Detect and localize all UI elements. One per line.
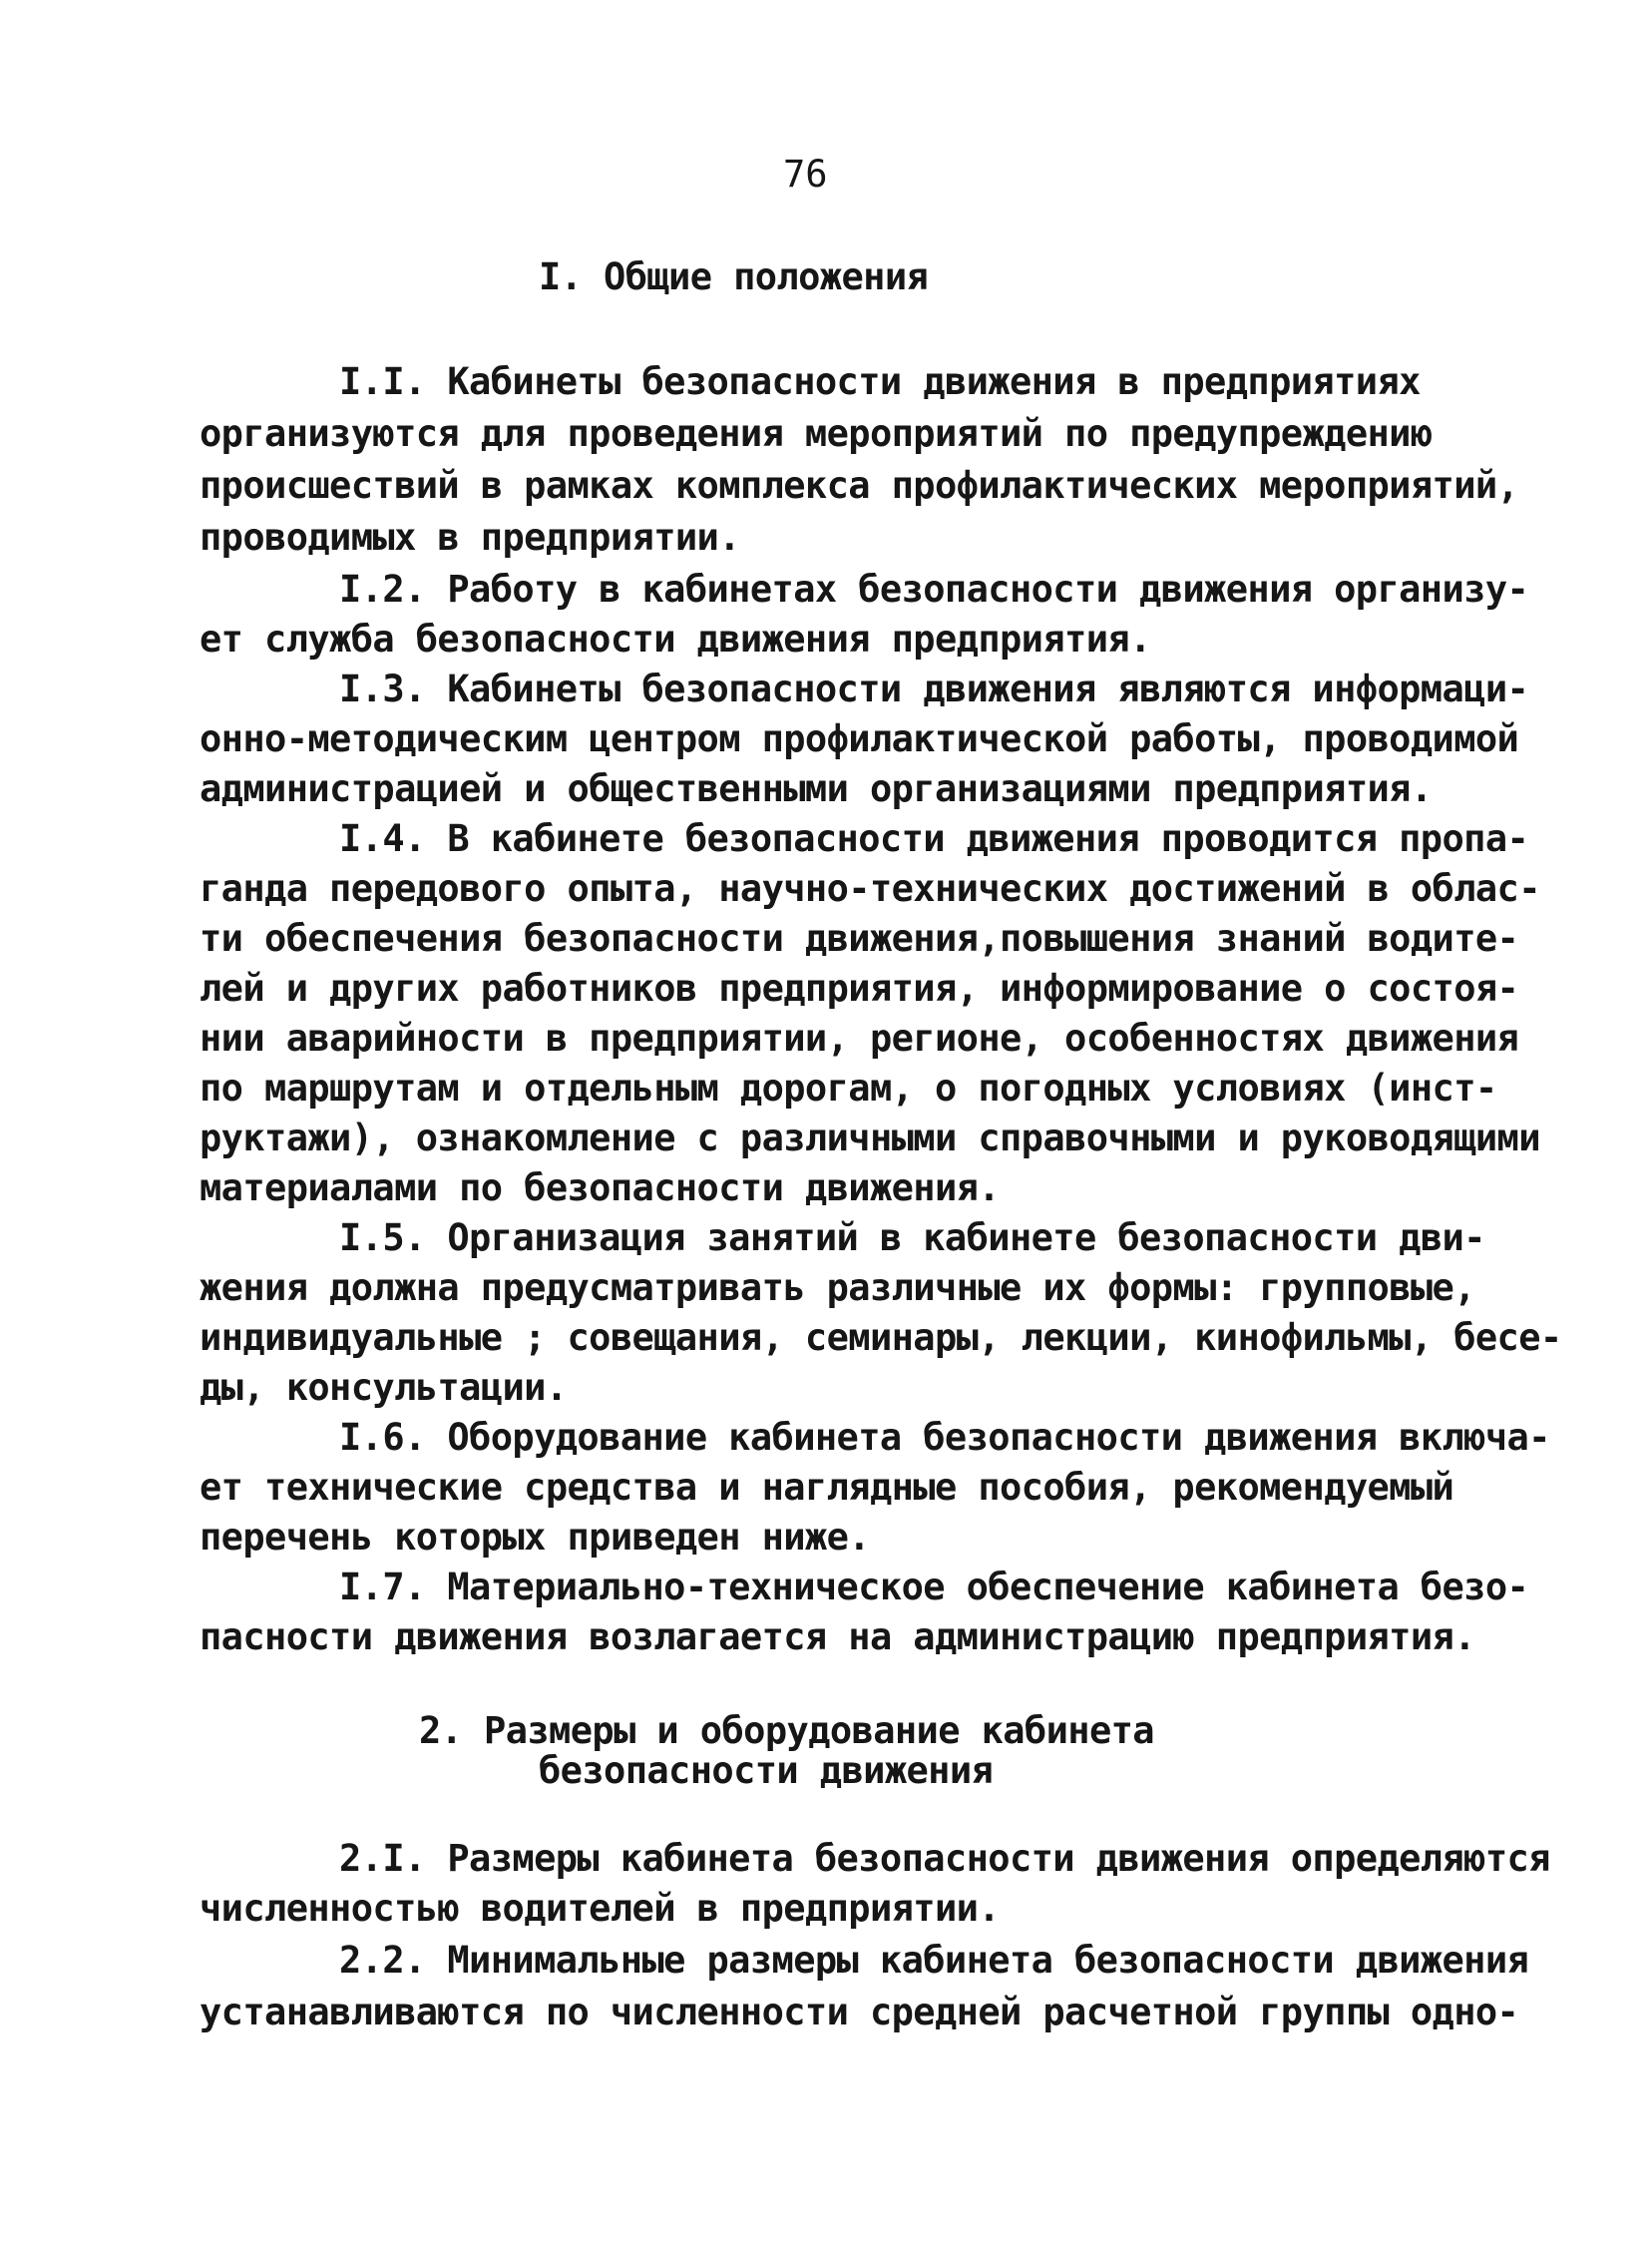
paragraph-line: I.2. Работу в кабинетах безопасности движения организу- xyxy=(339,568,1529,611)
paragraph-line: ды, консультации. xyxy=(200,1366,568,1409)
paragraph-line: материалами по безопасности движения. xyxy=(200,1166,1001,1209)
paragraph-line: перечень которых приведен ниже. xyxy=(200,1516,870,1559)
paragraph-line: ганда передового опыта, научно-технических достижений в облас- xyxy=(200,867,1540,910)
paragraph-line: лей и других работников предприятия, информирование о состоя- xyxy=(200,967,1519,1010)
paragraph-line: численностью водителей в предприятии. xyxy=(200,1887,1001,1930)
section-2-heading: 2. Размеры и оборудование кабинета xyxy=(419,1709,1154,1752)
paragraph-line: онно-методическим центром профилактической работы, проводимой xyxy=(200,717,1519,760)
paragraph-line: I.6. Оборудование кабинета безопасности движения включа- xyxy=(339,1416,1550,1459)
paragraph-line: пасности движения возлагается на администрацию предприятия. xyxy=(200,1615,1475,1658)
paragraph-line: индивидуальные ; совещания, семинары, лекции, кинофильмы, бесе- xyxy=(200,1316,1562,1359)
paragraph-line: руктажи), ознакомление с различными справочными и руководящими xyxy=(200,1117,1540,1159)
paragraph-line: устанавливаются по численности средней расчетной группы одно- xyxy=(200,1991,1519,2033)
paragraph-line: проводимых в предприятии. xyxy=(200,516,740,559)
paragraph-line: ет технические средства и наглядные пособия, рекомендуемый xyxy=(200,1466,1454,1509)
paragraph-line: жения должна предусматривать различные их формы: групповые, xyxy=(200,1266,1475,1309)
paragraph-line: I.5. Организация занятий в кабинете безопасности дви- xyxy=(339,1216,1485,1259)
paragraph-line: по маршрутам и отдельным дорогам, о погодных условиях (инст- xyxy=(200,1067,1497,1110)
paragraph-line: I.I. Кабинеты безопасности движения в предприятиях xyxy=(339,360,1421,403)
paragraph-line: нии аварийности в предприятии, регионе, особенностях движения xyxy=(200,1017,1519,1060)
paragraph-line: организуются для проведения мероприятий по предупреждению xyxy=(200,412,1433,455)
paragraph-line: происшествий в рамках комплекса профилактических мероприятий, xyxy=(200,464,1519,507)
paragraph-line: 2.2. Минимальные размеры кабинета безопасности движения xyxy=(339,1939,1529,1982)
section-2-heading-line-2: безопасности движения xyxy=(539,1749,994,1792)
paragraph-line: I.4. В кабинете безопасности движения проводится пропа- xyxy=(339,817,1529,860)
paragraph-line: 2.I. Размеры кабинета безопасности движения определяются xyxy=(339,1837,1550,1880)
section-1-heading: I. Общие положения xyxy=(539,255,929,298)
page-number: 76 xyxy=(783,153,828,196)
paragraph-line: администрацией и общественными организациями предприятия. xyxy=(200,767,1433,810)
paragraph-line: ти обеспечения безопасности движения,повышения знаний водите- xyxy=(200,917,1519,960)
paragraph-line: I.3. Кабинеты безопасности движения являются информаци- xyxy=(339,668,1529,710)
paragraph-line: ет служба безопасности движения предприятия. xyxy=(200,618,1151,661)
paragraph-line: I.7. Материально-техническое обеспечение кабинета безо- xyxy=(339,1566,1529,1608)
